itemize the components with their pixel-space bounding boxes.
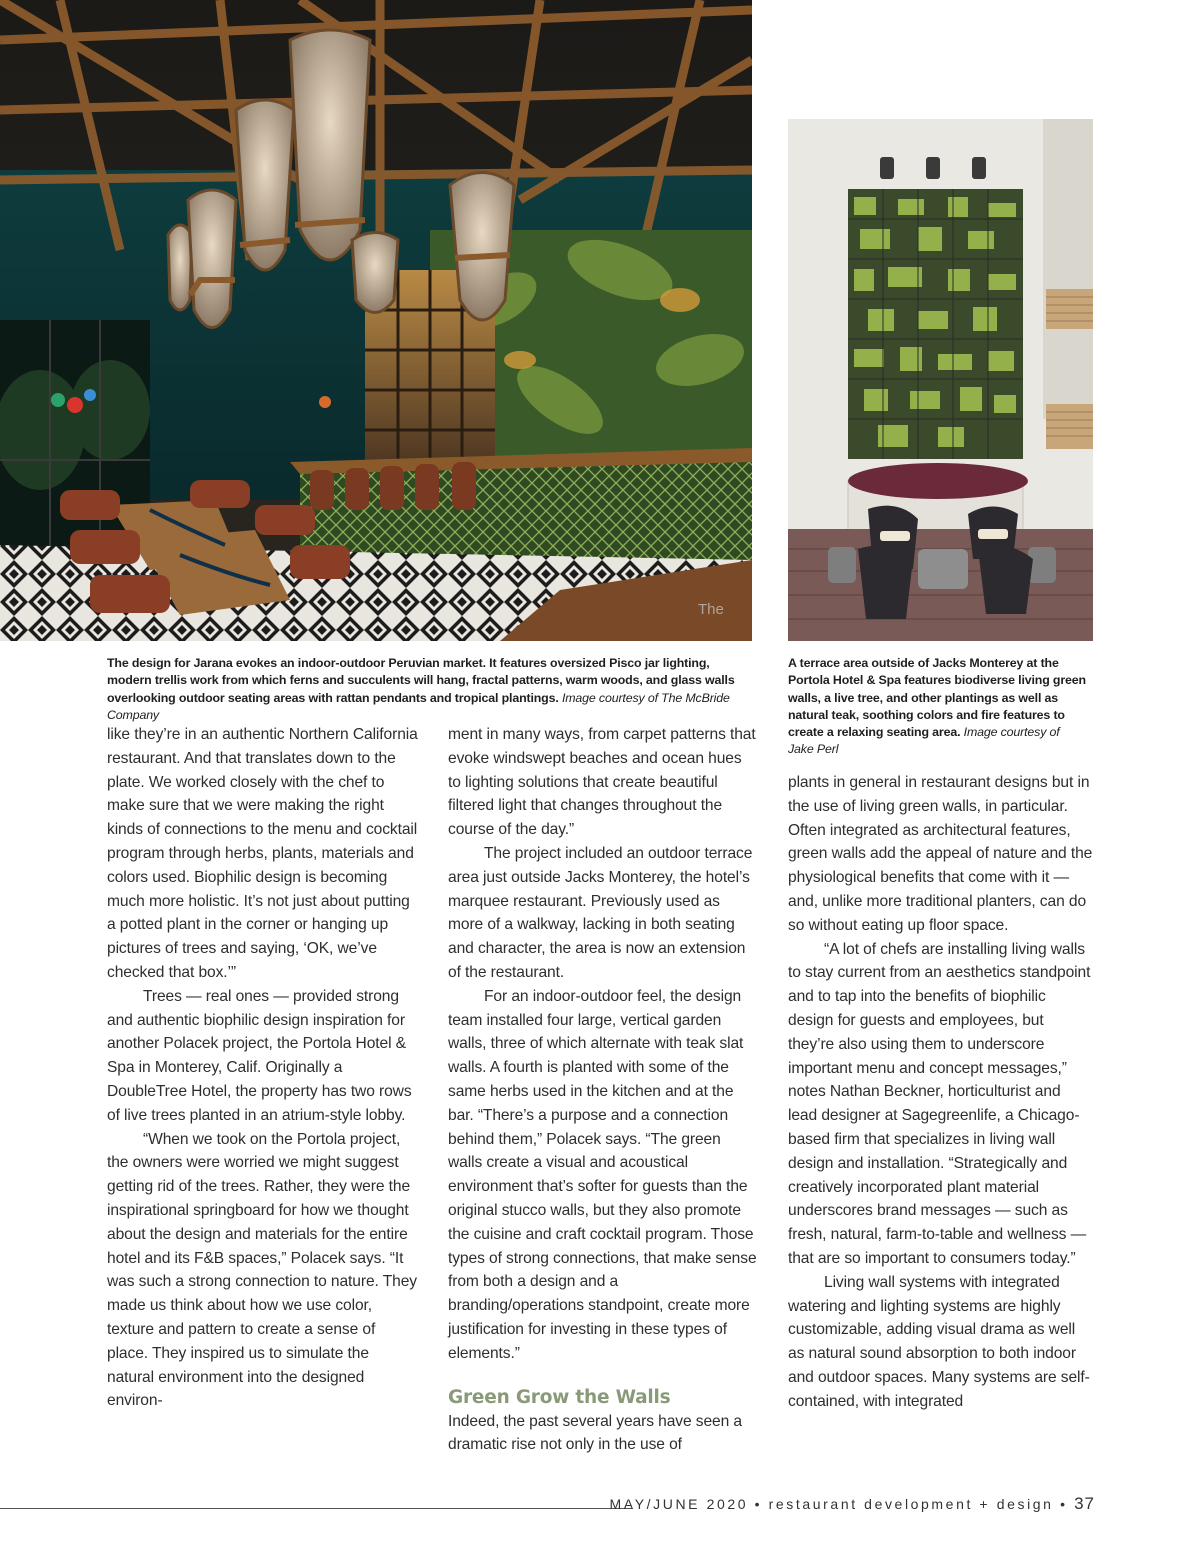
paragraph: “A lot of chefs are installing living walls to stay current from an aesthetics standpoint and to tap into the benefits of biophilic design for guests and employees, but they’re also using them to underscore important menu and concept messages,” notes Nathan Beckner, horticulturist and lead designer at Sagegreenlife, a Chicago-based firm that specializes in living wall design and installation. “Strategically and creatively incorporated plant material underscores brand messages — such as fresh, natural, farm-to-table and wellness — that are so important to consumers today.”	[788, 940, 1091, 1267]
paragraph: like they’re in an authentic Northern California restaurant. And that translates down to the plate. We worked closely with the chef to make sure that we were making the right kinds of connections to the menu and cocktail program through herbs, plants, materials and colors used. Biophilic design is becoming much more holistic. It’s not just about putting a potted plant in the corner or hanging up pictures of trees and saying, ‘OK, we’ve checked that box.’”	[107, 726, 418, 981]
article-column-3	[788, 771, 1093, 1414]
paragraph: Indeed, the past several years have seen a dramatic rise not only in the use of	[448, 1412, 743, 1454]
article-column-2	[448, 723, 758, 1457]
paragraph: Trees — real ones — provided strong and authentic biophilic design inspiration for another Polacek project, the Portola Hotel & Spa in Monterey, Calif. Originally a DoubleTree Hotel, the property has two rows of live trees planted in an atrium-style lobby.	[107, 987, 412, 1124]
paragraph: “When we took on the Portola project, the owners were worried we might suggest getting rid of the trees. Rather, they were the inspirational springboard for how we thought about the design and materials for the entire hotel and its F&B spaces,” Polacek says. “It was such a strong connection to nature. They made us think about how we use color, texture and pattern to create a sense of place. They inspired us to simulate the natural environment into the designed environ-	[107, 1130, 417, 1410]
paragraph: Living wall systems with integrated watering and lighting systems are highly customizable, adding visual drama as well as natural sound absorption to both indoor and outdoor spaces. Many systems are self-contained, with integrated	[788, 1273, 1090, 1410]
footer-bullet: •	[1060, 1496, 1068, 1512]
paragraph: ment in many ways, from carpet patterns that evoke windswept beaches and ocean hues to lighting solutions that create beautiful filtered light that changes throughout the course of the day.”	[448, 726, 756, 839]
caption-text: The design for Jarana evokes an indoor-outdoor Peruvian market. It features oversized Pisco jar lighting, modern trellis work from which ferns and succulents will hang, fractal patterns, warm woods, and glass walls overlooking outdoor seating areas with rattan pendants and tropical plantings.	[107, 656, 735, 705]
paragraph: The project included an outdoor terrace area just outside Jacks Monterey, the hotel’s marquee restaurant. Previously used as more of a walkway, lacking in both seating and character, the area is now an extension of the restaurant.	[448, 844, 753, 981]
caption-credit: Image courtesy of The McBride Company	[107, 690, 730, 722]
footer-rule	[0, 1508, 632, 1509]
footer-magazine: restaurant development + design	[768, 1496, 1054, 1512]
paragraph: For an indoor-outdoor feel, the design team installed four large, vertical garden walls, three of which alternate with teak slat walls. A fourth is planted with some of the same herbs used in the kitchen and at the bar. “There’s a purpose and a connection behind them,” Polacek says. “The green walls create a visual and acoustical environment that’s softer for guests than the original stucco walls, but they also promote the cuisine and craft cocktail program. Those types of strong connections, that make sense from both a design and a branding/operations standpoint, create more justification for investing in these types of elements.”	[448, 987, 757, 1362]
paragraph: plants in general in restaurant designs but in the use of living green walls, in particular. Often integrated as architectural features, green walls add the appeal of nature and the physiological benefits that come with it — and, unlike more traditional planters, can do so without eating up floor space.	[788, 774, 1093, 934]
page-number: 37	[1074, 1494, 1095, 1513]
terrace-illustration	[788, 119, 1093, 641]
page-footer	[610, 1494, 1095, 1514]
restaurant-interior-illustration	[0, 0, 752, 641]
terrace-photo-caption	[788, 655, 1088, 759]
section-subhead: Green Grow the Walls	[448, 1386, 671, 1408]
caption-text: A terrace area outside of Jacks Monterey at the Portola Hotel & Spa features biodiverse living green walls, a live tree, and other plantings as well as natural teak, soothing colors and fire features to create a relaxing seating area.	[788, 656, 1086, 740]
caption-credit: Image courtesy of Jake Perl	[788, 725, 1060, 757]
footer-bullet: •	[754, 1496, 763, 1512]
photo-watermark: The	[698, 601, 724, 618]
terrace-living-wall-photo	[788, 119, 1093, 641]
article-column-1	[107, 723, 419, 1413]
footer-issue: MAY/JUNE 2020	[609, 1496, 749, 1512]
main-photo-caption	[107, 655, 755, 724]
restaurant-interior-photo	[0, 0, 752, 641]
